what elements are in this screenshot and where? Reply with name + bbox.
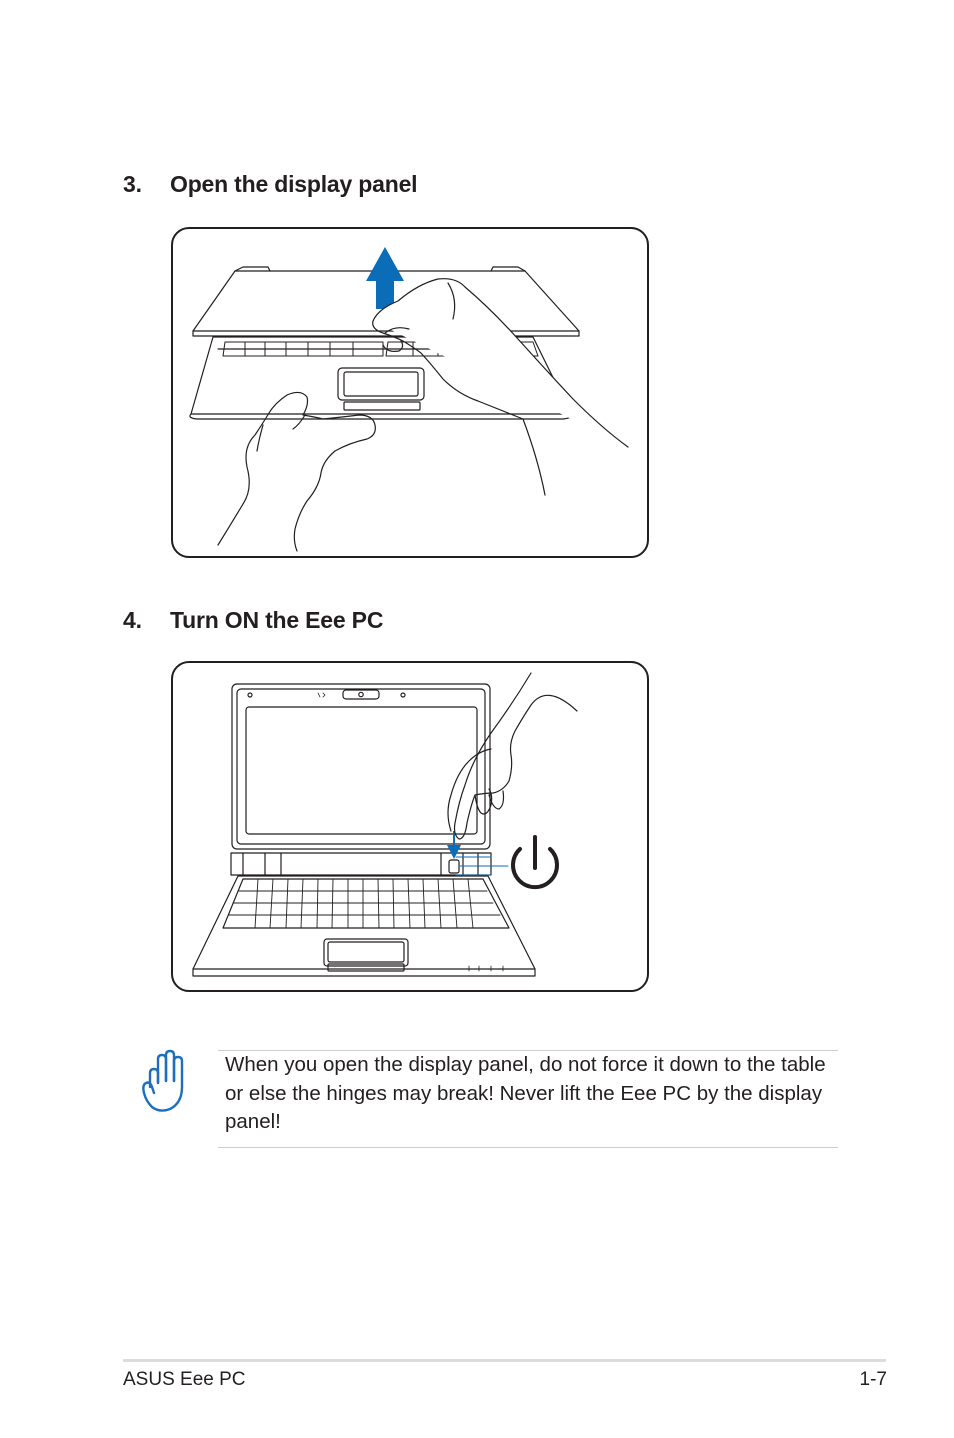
step-4-number: 4. <box>123 607 142 633</box>
step-4-title: Turn ON the Eee PC <box>170 607 384 633</box>
power-button-outline <box>449 860 459 873</box>
note-bottom-divider <box>218 1147 838 1148</box>
page-number: 1-7 <box>859 1369 887 1390</box>
press-arrow-icon <box>447 831 461 859</box>
footer-divider <box>123 1359 886 1362</box>
step-3-title: Open the display panel <box>170 171 418 197</box>
step-3-heading <box>123 171 417 198</box>
caution-hand-icon <box>140 1047 188 1115</box>
turn-on-eee-pc-illustration <box>171 661 649 992</box>
caution-note-text: When you open the display panel, do not force it down to the table or else the hinges may break! Never lift the Eee PC by the display panel! <box>225 1053 826 1133</box>
step-4-heading <box>123 607 383 634</box>
open-display-panel-illustration <box>171 227 649 558</box>
power-symbol-icon <box>513 837 557 887</box>
footer-title: ASUS Eee PC <box>123 1369 246 1390</box>
step-3-number: 3. <box>123 171 142 197</box>
lift-arrow-icon <box>366 247 404 309</box>
